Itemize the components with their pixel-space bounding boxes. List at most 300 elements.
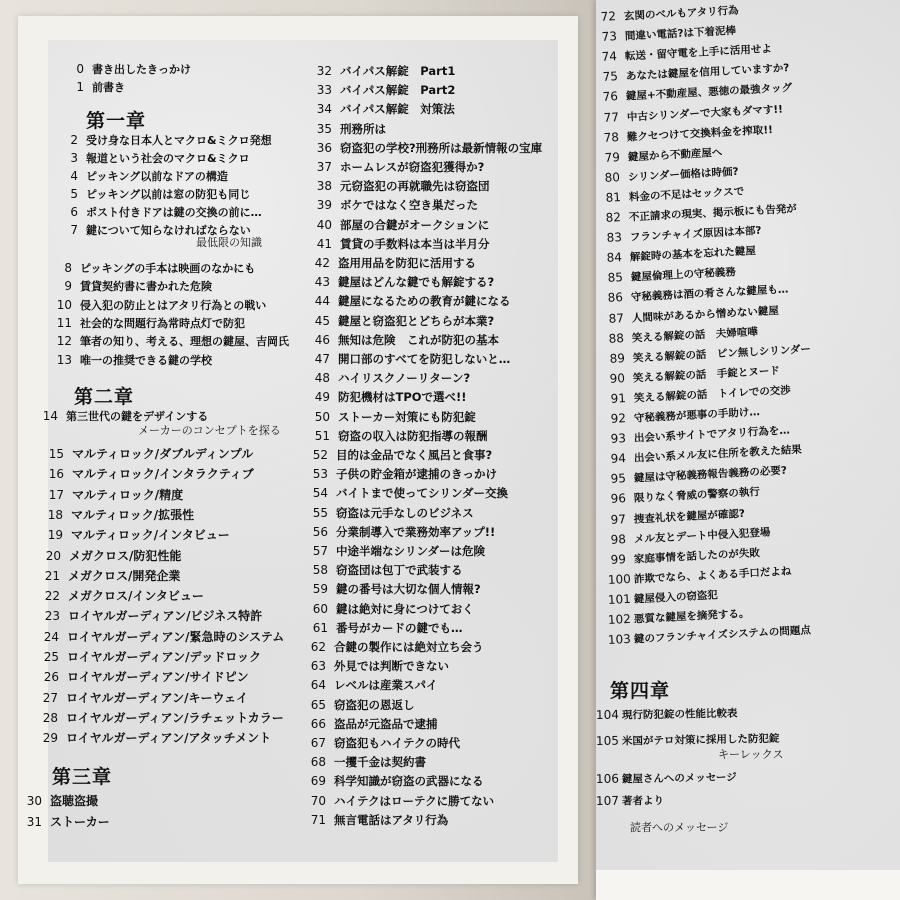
entry-number: 3	[70, 151, 78, 165]
entry-number: 71	[310, 812, 326, 827]
entry-number: 86	[607, 290, 624, 306]
toc-entry	[310, 64, 455, 78]
entry-number: 56	[312, 524, 328, 539]
entry-title: 外見では判断できない	[334, 659, 449, 674]
entry-title: 報道という社会のマクロ&ミクロ	[86, 152, 250, 165]
entry-title: 科学知識が窃盗の武器になる	[334, 774, 484, 789]
toc-entry	[58, 133, 272, 148]
entry-title: 無知は危険 これが防犯の基本	[338, 332, 499, 347]
toc-entry	[608, 563, 792, 588]
toc-entry	[304, 640, 484, 654]
chapter-heading: 第一章	[86, 110, 147, 132]
entry-title: バイパス解錠 Part2	[340, 83, 456, 98]
entry-title: ハイテクはローテクに勝てない	[334, 793, 495, 808]
entry-title: 米国がテロ対策に採用した防犯錠	[621, 732, 780, 748]
toc-entry	[306, 544, 485, 558]
entry-title: 鍵屋から不動産屋へ	[627, 146, 723, 164]
toc-entry	[308, 256, 476, 270]
toc-entry	[602, 164, 739, 186]
entry-title: 鍵の番号は大切な個人情報?	[336, 582, 481, 597]
toc-entry	[608, 606, 750, 628]
entry-title: 窃盗犯の恩返し	[334, 697, 415, 712]
entry-number: 93	[610, 431, 627, 446]
toc-entry	[607, 382, 791, 407]
entry-number: 6	[70, 205, 78, 219]
entry-number: 98	[610, 531, 627, 547]
toc-entry	[310, 198, 478, 212]
entry-number: 15	[48, 447, 64, 461]
entry-number: 67	[310, 736, 326, 750]
entry-title: 料金の不足はセックスで	[628, 185, 745, 204]
entry-title: 窃盗は元手なしのビジネス	[336, 505, 474, 520]
toc-entry	[308, 333, 499, 347]
entry-number: 37	[316, 160, 332, 174]
entry-number: 34	[316, 102, 332, 117]
entry-number: 5	[70, 187, 78, 201]
entry-title: 捜査礼状を鍵屋が確認?	[633, 507, 746, 526]
entry-number: 49	[314, 390, 330, 405]
chapter-heading: 第二章	[74, 386, 135, 408]
entry-title: フランチャイズ原因は本部?	[629, 224, 762, 244]
toc-entry	[306, 448, 492, 462]
entry-number: 54	[312, 486, 328, 501]
entry-title: 間違い電話?は下着泥棒	[624, 24, 736, 43]
toc-entry	[308, 314, 494, 328]
toc-entry	[304, 794, 494, 808]
entry-title: 筆者の知り、考える、理想の鍵屋、吉岡氏	[80, 335, 289, 349]
entry-number: 59	[312, 582, 328, 597]
entry-number: 74	[601, 49, 618, 65]
entry-title: 鍵屋倫理上の守秘義務	[630, 266, 736, 284]
entry-number: 20	[45, 548, 61, 563]
toc-entry	[598, 23, 736, 45]
toc-entry	[308, 352, 510, 366]
entry-title: メガクロス/防犯性能	[69, 548, 182, 563]
right-page	[596, 0, 900, 900]
entry-title: 鍵屋は守秘義務報告義務の必要?	[633, 464, 788, 485]
entry-title: メガクロス/インタビュー	[68, 589, 204, 604]
toc-entry	[607, 363, 781, 387]
entry-number: 61	[312, 620, 328, 635]
toc-entry	[601, 122, 774, 146]
toc-entry	[40, 447, 253, 461]
entry-number: 16	[48, 467, 64, 482]
entry-title: 合鍵の製作には絶対立ち会う	[334, 640, 484, 654]
entry-title: レベルは産業スパイ	[334, 678, 438, 693]
entry-title: 出会い系メル友に住所を教えた結果	[633, 444, 803, 465]
toc-entry	[37, 549, 181, 563]
entry-title: マルティロック/ダブルディンプル	[72, 447, 254, 461]
entry-title: 笑える解錠の話 トイレでの交渉	[633, 384, 791, 405]
entry-number: 63	[310, 659, 326, 674]
entry-number: 18	[47, 507, 63, 522]
entry-number: 84	[606, 250, 623, 266]
entry-number: 8	[64, 261, 72, 275]
entry-title: ロイヤルガーディアン/ビジネス特許	[68, 609, 263, 624]
toc-entry	[64, 80, 125, 95]
toc-entry	[40, 488, 183, 502]
entry-title: ストーカー	[50, 815, 110, 829]
entry-title: 笑える解錠の話 夫婦喧嘩	[631, 325, 759, 345]
toc-entry	[58, 151, 250, 166]
entry-title: マルティロック/精度	[72, 487, 184, 502]
toc-entry	[603, 201, 798, 226]
entry-title: ロイヤルガーディアン/デッドロック	[67, 650, 261, 664]
entry-number: 104	[595, 707, 620, 722]
toc-entry	[304, 813, 448, 827]
entry-continuation: メーカーのコンセプトを探る	[138, 424, 281, 437]
entry-number: 48	[314, 371, 330, 386]
toc-entry	[600, 101, 783, 126]
toc-entry	[52, 353, 212, 368]
toc-entry	[35, 650, 261, 664]
entry-title: 賃貸の手数料は本当は半月分	[340, 236, 490, 251]
entry-number: 38	[316, 179, 332, 194]
toc-entry	[306, 602, 474, 616]
entry-title: 人間味があるから憎めない鍵屋	[631, 304, 779, 325]
entry-number: 4	[70, 169, 78, 183]
entry-number: 35	[316, 121, 332, 136]
entry-number: 17	[48, 487, 64, 502]
entry-title: 盗品が元盗品で逮捕	[334, 716, 438, 731]
entry-title: 唯一の推奨できる鍵の学校	[80, 353, 212, 367]
entry-title: ロイヤルガーディアン/サイドピン	[67, 670, 249, 685]
entry-title: ホームレスが窃盗犯獲得か?	[340, 160, 485, 174]
entry-title: 窃盗団は包丁で武装する	[336, 563, 463, 578]
entry-title: 鍵屋さんへのメッセージ	[621, 771, 737, 786]
entry-title: 窃盗犯もハイテクの時代	[334, 736, 461, 750]
entry-number: 30	[26, 794, 42, 808]
entry-title: ポスト付きドアは鍵の交換の前に…	[86, 206, 262, 219]
entry-title: ピッキング以前なドアの構造	[86, 170, 228, 183]
entry-number: 107	[595, 793, 620, 808]
entry-number: 79	[603, 149, 620, 165]
toc-entry	[306, 563, 463, 577]
entry-title: 番号がカードの鍵でも…	[336, 620, 463, 635]
toc-entry	[306, 486, 508, 500]
toc-entry	[306, 467, 497, 481]
toc-entry	[58, 187, 250, 202]
entry-number: 26	[43, 670, 59, 685]
toc-entry	[310, 102, 455, 116]
entry-title: 鍵屋+不動産屋、悪徳の最強タッグ	[625, 82, 793, 104]
entry-number: 2	[70, 133, 78, 147]
entry-title: 分業制導入で業務効率アップ!!	[336, 524, 496, 539]
entry-number: 101	[607, 591, 632, 607]
entry-number: 64	[310, 678, 326, 693]
toc-entry	[34, 731, 271, 745]
entry-title: 賃貸契約書に書かれた危険	[80, 280, 212, 294]
entry-number: 92	[610, 411, 627, 426]
toc-entry	[601, 144, 722, 165]
entry-title: バイトまで使ってシリンダー交換	[336, 486, 509, 501]
entry-title: 侵入犯の防止とはアタリ行為との戦い	[80, 298, 267, 312]
entry-title: 中古シリンダーで大家もダマす!!	[626, 102, 783, 124]
toc-entry	[40, 467, 254, 481]
entry-number: 91	[609, 390, 626, 406]
toc-entry	[304, 736, 460, 750]
entry-number: 69	[310, 774, 326, 789]
toc-entry	[308, 371, 470, 385]
entry-number: 70	[310, 793, 326, 808]
entry-number: 40	[316, 217, 332, 232]
toc-entry	[308, 294, 511, 308]
toc-entry	[34, 691, 248, 705]
entry-title: 第三世代の鍵をデザインする	[66, 410, 209, 423]
entry-number: 21	[44, 568, 60, 583]
entry-number: 36	[316, 140, 332, 155]
entry-number: 88	[608, 330, 625, 346]
toc-entry	[52, 316, 245, 331]
toc-entry	[308, 429, 488, 443]
entry-title: 鍵のフランチャイズシステムの問題点	[633, 624, 812, 646]
entry-number: 51	[314, 428, 330, 443]
entry-title: 盗聴盗撮	[50, 794, 99, 808]
entry-title: 不正請求の現実、掲示板にも告発が	[628, 202, 798, 224]
entry-title: マルティロック/インタラクティブ	[72, 467, 254, 482]
entry-number: 89	[608, 350, 625, 366]
entry-title: 盗用用品を防犯に活用する	[338, 256, 476, 270]
toc-entry	[39, 508, 194, 522]
toc-entry	[308, 390, 467, 404]
toc-entry	[604, 264, 736, 286]
toc-entry	[608, 505, 746, 527]
entry-number: 68	[310, 755, 326, 770]
toc-entry	[596, 793, 664, 809]
entry-title: 守秘義務は酒の肴さんな鍵屋も…	[630, 283, 789, 305]
entry-title: 中途半端なシリンダーは危険	[336, 544, 486, 558]
entry-title: 前書き	[92, 81, 125, 94]
toc-entry	[36, 609, 262, 623]
toc-entry	[606, 324, 759, 347]
toc-entry	[52, 334, 289, 349]
entry-number: 10	[56, 297, 72, 312]
toc-entry	[596, 706, 738, 723]
toc-entry	[304, 774, 484, 788]
toc-entry	[52, 279, 212, 294]
toc-entry	[608, 587, 719, 608]
toc-entry	[36, 589, 204, 603]
entry-title: 転送・留守電を上手に活用せよ	[624, 43, 773, 63]
toc-entry	[608, 484, 761, 507]
entry-title: バイパス解錠 対策法	[340, 102, 455, 117]
toc-entry	[603, 223, 761, 246]
entry-title: 窃盗の収入は防犯指導の報酬	[338, 428, 488, 443]
entry-number: 28	[42, 710, 58, 725]
toc-entry	[304, 659, 449, 673]
entry-number: 62	[310, 640, 326, 654]
entry-number: 81	[604, 189, 621, 205]
toc-entry	[306, 621, 463, 635]
entry-title: 子供の貯金箱が逮捕のきっかけ	[336, 467, 497, 482]
entry-number: 85	[606, 270, 623, 286]
entry-number: 73	[600, 29, 617, 44]
entry-number: 42	[314, 256, 330, 270]
entry-title: 鍵屋侵入の窃盗犯	[633, 589, 719, 606]
entry-title: 鍵屋はどんな鍵でも解錠する?	[338, 275, 495, 290]
entry-title: シリンダー価格は時価?	[627, 165, 739, 184]
entry-number: 105	[595, 733, 620, 748]
toc-entry	[52, 261, 255, 276]
toc-entry	[306, 506, 474, 520]
entry-number: 72	[600, 9, 617, 24]
toc-entry	[308, 410, 476, 424]
entry-number: 41	[316, 236, 332, 251]
toc-entry	[64, 62, 191, 77]
entry-title: バイパス解錠 Part1	[340, 64, 456, 78]
entry-number: 12	[56, 334, 72, 349]
entry-number: 94	[610, 451, 627, 467]
entry-title: マルティロック/インタビュー	[71, 528, 230, 543]
entry-title: 部屋の合鍵がオークションに	[340, 217, 490, 232]
entry-title: 出会い系サイトでアタリ行為を…	[633, 424, 791, 445]
entry-number: 97	[610, 511, 627, 527]
entry-number: 87	[607, 310, 624, 326]
entry-title: 鍵は絶対に身につけておく	[336, 601, 474, 616]
entry-title: ピッキング以前は窓の防犯も同じ	[86, 188, 251, 201]
toc-entry	[39, 528, 230, 542]
entry-number: 33	[316, 83, 332, 98]
entry-number: 96	[610, 491, 627, 507]
entry-title: 詐欺でなら、よくある手口だよね	[633, 565, 792, 586]
entry-title: 笑える解錠の話 ピン無しシリンダー	[632, 343, 811, 365]
entry-title: ロイヤルガーディアン/ラチェットカラー	[66, 710, 284, 725]
entry-number: 25	[43, 650, 59, 664]
entry-number: 44	[314, 294, 330, 309]
entry-number: 80	[604, 169, 621, 185]
entry-title: あなたは鍵屋を信用していますか?	[625, 62, 790, 83]
entry-title: 玄関のベルもアタリ行為	[623, 4, 739, 23]
toc-entry	[310, 179, 490, 193]
entry-number: 83	[605, 230, 622, 245]
entry-title: 解錠時の基本を忘れた鍵屋	[629, 245, 757, 264]
entry-title: 著者より	[621, 794, 665, 808]
entry-title: 現行防犯錠の性能比較表	[621, 707, 738, 722]
toc-entry	[596, 770, 737, 787]
toc-entry	[605, 282, 789, 307]
entry-number: 78	[603, 129, 620, 145]
entry-number: 1	[76, 80, 84, 94]
entry-number: 52	[312, 448, 328, 462]
closing-message: 読者へのメッセージ	[630, 821, 729, 834]
entry-number: 14	[42, 409, 58, 423]
entry-title: ピッキングの手本は映画のなかにも	[80, 262, 256, 275]
toc-entry	[304, 717, 438, 731]
entry-number: 50	[314, 409, 330, 424]
entry-title: 守秘義務が悪事の手助け…	[633, 406, 761, 425]
entry-title: 目的は金品でなく風呂と食事?	[336, 448, 493, 462]
toc-entry	[304, 698, 415, 712]
entry-title: ハイリスクノーリターン?	[338, 371, 471, 386]
toc-entry	[306, 582, 481, 596]
entry-title: ロイヤルガーディアン/アタッチメント	[66, 731, 272, 746]
entry-number: 22	[44, 589, 60, 604]
entry-title: 防犯機材はTPOで選べ!!	[338, 390, 467, 405]
entry-title: ボケではなく空き巣だった	[340, 198, 478, 213]
entry-number: 31	[26, 815, 42, 829]
toc-entry	[602, 184, 744, 206]
entry-title: 元窃盗犯の再就職先は窃盗団	[340, 179, 490, 194]
entry-title: 書き出したきっかけ	[92, 63, 191, 76]
entry-number: 19	[47, 528, 63, 543]
entry-number: 55	[312, 505, 328, 520]
entry-title: 難クセつけて交換料金を搾取!!	[626, 123, 774, 144]
entry-number: 46	[314, 332, 330, 347]
entry-title: 鍵について知らなければならない	[86, 224, 251, 237]
entry-title: 悪質な鍵屋を摘発する。	[633, 607, 750, 626]
toc-entry	[608, 404, 761, 427]
toc-entry	[310, 218, 489, 232]
entry-number: 13	[56, 352, 72, 367]
entry-title: 受け身な日本人とマクロ&ミクロ発想	[86, 134, 272, 147]
entry-number: 7	[70, 223, 78, 237]
entry-number: 0	[76, 62, 84, 76]
chapter-heading: 第四章	[610, 680, 671, 702]
entry-number: 66	[310, 716, 326, 731]
entry-title: メガクロス/開発企業	[68, 568, 181, 583]
toc-entry	[310, 160, 484, 174]
entry-number: 102	[607, 611, 632, 627]
entry-title: 笑える解錠の話 手錠とヌード	[632, 364, 781, 385]
entry-number: 45	[314, 313, 330, 328]
toc-entry	[608, 545, 761, 568]
right-toc-panel	[596, 0, 900, 870]
entry-number: 99	[610, 551, 627, 567]
toc-entry	[598, 3, 739, 25]
entry-title: 窃盗犯の学校?刑務所は最新情報の宝庫	[340, 140, 543, 155]
entry-number: 100	[607, 571, 632, 587]
toc-entry	[304, 678, 438, 692]
toc-entry	[35, 670, 249, 684]
toc-entry	[18, 815, 110, 829]
toc-entry	[608, 524, 771, 547]
toc-entry	[34, 711, 284, 725]
entry-title: ロイヤルガーディアン/緊急時のシステム	[67, 629, 285, 644]
entry-number: 58	[312, 563, 328, 578]
entry-title: ロイヤルガーディアン/キーウェイ	[66, 690, 248, 705]
toc-entry	[38, 409, 208, 424]
entry-number: 47	[314, 352, 330, 366]
toc-entry	[304, 755, 426, 769]
entry-number: 77	[602, 109, 619, 125]
entry-number: 39	[316, 198, 332, 213]
entry-title: 社会的な問題行為常時点灯で防犯	[80, 316, 245, 330]
entry-title: 鍵屋になるための教育が鍵になる	[338, 294, 511, 309]
entry-title: 開口部のすべてを防犯しないと…	[338, 352, 511, 366]
toc-entry	[52, 298, 266, 313]
entry-number: 53	[312, 467, 328, 482]
entry-number: 32	[316, 64, 332, 78]
entry-number: 23	[44, 609, 60, 624]
toc-entry	[18, 794, 98, 808]
toc-entry	[310, 83, 455, 97]
entry-number: 29	[42, 731, 58, 746]
left-toc-panel	[26, 40, 558, 862]
entry-number: 11	[56, 315, 72, 330]
entry-title: メル友とデート中侵入犯登場	[633, 526, 771, 546]
toc-entry	[36, 569, 180, 583]
toc-entry	[310, 141, 542, 155]
toc-entry	[58, 169, 228, 184]
entry-title: 家庭事情を話したのが失敗	[633, 546, 761, 566]
entry-continuation: 最低限の知識	[196, 236, 262, 249]
toc-entry	[604, 243, 757, 266]
toc-entry	[308, 275, 494, 289]
entry-title: 無言電話はアタリ行為	[334, 812, 449, 827]
entry-title: ストーカー対策にも防犯錠	[338, 409, 476, 424]
toc-entry	[58, 205, 262, 220]
entry-number: 75	[601, 69, 618, 85]
